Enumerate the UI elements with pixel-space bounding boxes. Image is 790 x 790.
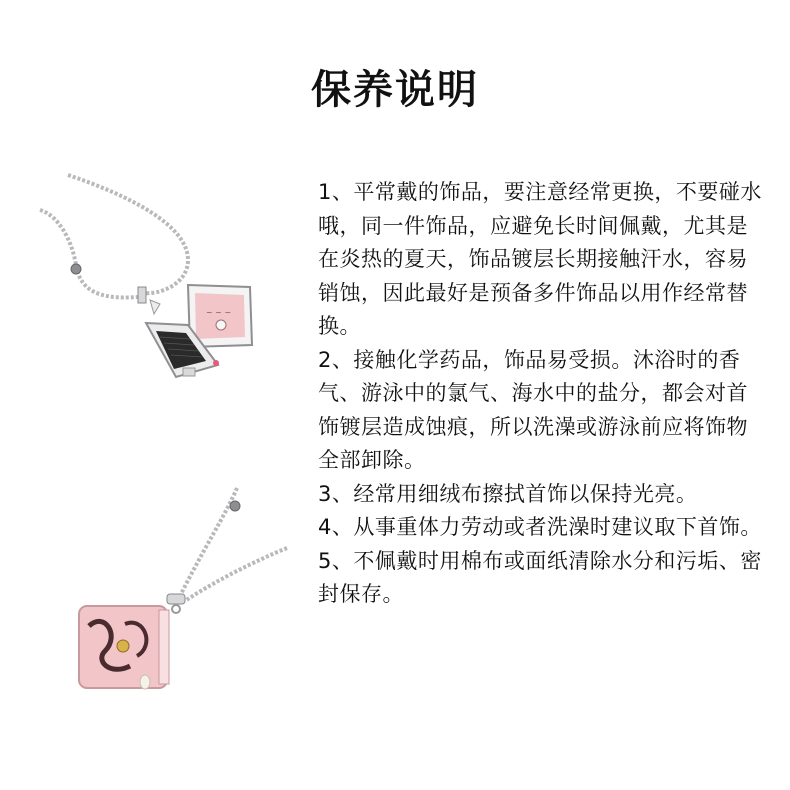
care-item: 2、接触化学药品，饰品易受损。沐浴时的香气、游泳中的氯气、海水中的盐分，都会对首饰镀层造成蚀痕，所以洗澡或游泳前应将饰物全部卸除。	[318, 347, 748, 472]
page-title: 保养说明	[311, 67, 479, 113]
care-item: 5、不佩戴时用棉布或面纸清除水分和污垢、密封保存。	[318, 548, 762, 606]
book-pendant-photo	[75, 486, 295, 696]
care-item: 1、平常戴的饰品，要注意经常更换，不要碰水哦，同一件饰品，应避免长时间佩戴，尤其是在炎热的夏天，饰品镀层长期接触汗水，容易销蚀，因此最好是预备多件饰品以用作经常替换。	[318, 180, 762, 338]
laptop-pendant-photo	[38, 165, 278, 395]
care-item: 3、经常用细绒布擦拭首饰以保持光亮。	[318, 481, 698, 506]
care-instructions	[318, 176, 766, 612]
laptop-pendant-illustration	[38, 165, 278, 395]
care-item: 4、从事重体力劳动或者洗澡时建议取下首饰。	[318, 515, 762, 539]
svg-text:~ ~ ~: ~ ~ ~	[206, 308, 232, 317]
book-pendant-illustration	[75, 486, 295, 696]
